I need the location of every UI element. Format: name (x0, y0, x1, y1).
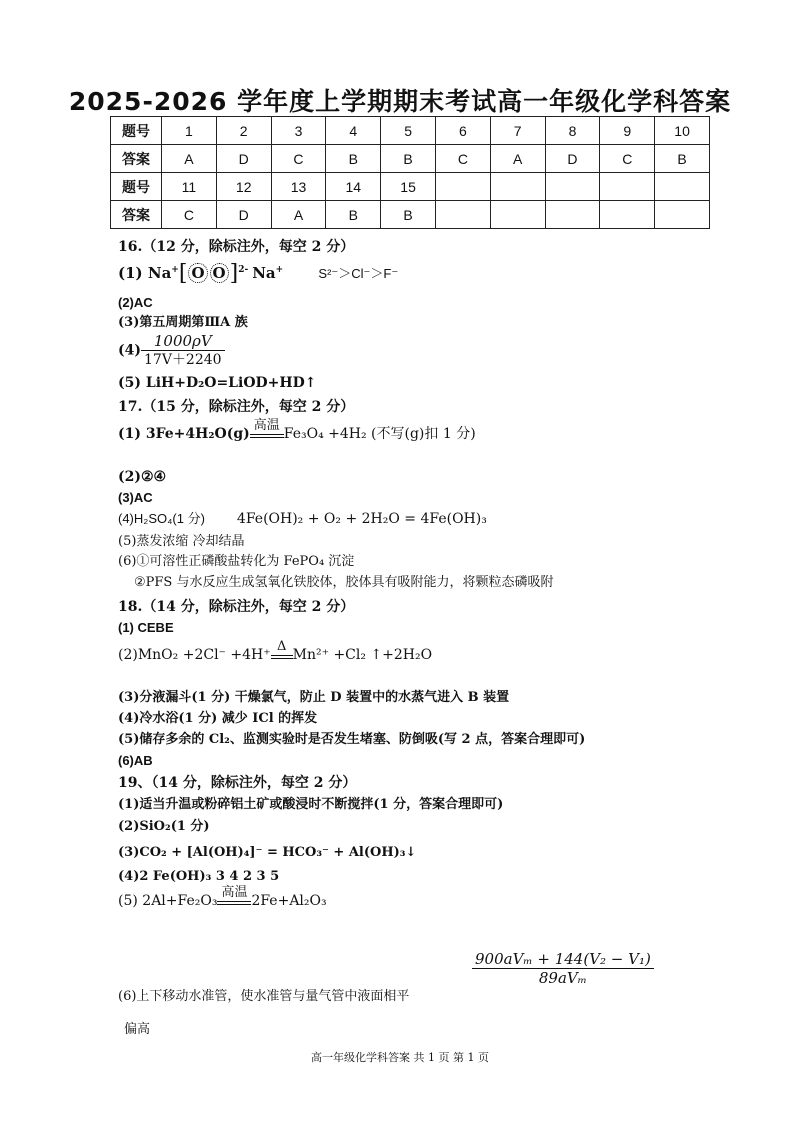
q18-part4: (4)冷水浴(1 分) 减少 ICl 的挥发 (118, 711, 318, 726)
q19-part5-right: 2Fe+Al₂O₃ (251, 893, 327, 909)
q16-sodium: Na (252, 264, 276, 282)
q16-part5: (5) LiH+D₂O=LiOD+HD↑ (118, 375, 317, 391)
table-header-cell: 题号 (111, 173, 162, 201)
q19-part5-left: (5) 2Al+Fe₂O₃ (118, 893, 218, 909)
q17-heading: 17.（15 分，除标注外，每空 2 分） (118, 399, 355, 415)
question-number: 3 (271, 117, 326, 145)
reaction-condition (217, 886, 251, 910)
answer-cell (655, 201, 710, 229)
question-number: 14 (326, 173, 381, 201)
q16-ion-order: S²⁻＞Cl⁻＞F⁻ (318, 266, 399, 281)
question-number: 12 (216, 173, 271, 201)
q16-part4 (118, 332, 225, 369)
page-footer: 高一年级化学科答案 共 1 页 第 1 页 (311, 1051, 489, 1064)
oxygen-atom: O (210, 263, 229, 283)
question-number: 4 (326, 117, 381, 145)
q19-part5 (118, 886, 327, 922)
condition-label: Δ (276, 639, 287, 654)
answer-cell (600, 201, 655, 229)
q18-part5: (5)储存多余的 Cl₂、监测实验时是否发生堵塞、防倒吸(写 2 点，答案合理即可) (118, 732, 586, 747)
answer-cell: C (435, 145, 490, 173)
answer-cell: C (271, 145, 326, 173)
q18-part1: (1) CEBE (118, 620, 174, 635)
q19-heading: 19、（14 分，除标注外，每空 2 分） (118, 775, 357, 791)
q19-part2: (2)SiO₂(1 分) (118, 819, 210, 834)
fraction-numerator: 1000ρV (141, 332, 225, 351)
table-row (111, 117, 710, 145)
question-number: 15 (381, 173, 436, 201)
q19-part3: (3)CO₂ + [Al(OH)₄]⁻ = HCO₃⁻ + Al(OH)₃↓ (118, 845, 417, 860)
answer-cell: B (381, 145, 436, 173)
q18-part6: (6)AB (118, 753, 153, 768)
table-header-cell: 答案 (111, 145, 162, 173)
q19-part1: (1)适当升温或粉碎铝土矿或酸浸时不断搅拌(1 分，答案合理即可) (118, 797, 504, 812)
q16-fraction (141, 332, 225, 369)
question-number: 1 (162, 117, 217, 145)
q19-part6-fraction (472, 950, 654, 987)
answer-table (110, 116, 710, 229)
condition-label: 高温 (221, 885, 248, 900)
table-header-cell: 题号 (111, 117, 162, 145)
question-number: 2 (216, 117, 271, 145)
question-number (545, 173, 600, 201)
answer-cell: A (162, 145, 217, 173)
answer-cell: B (326, 145, 381, 173)
question-number: 8 (545, 117, 600, 145)
left-bracket-icon: [ (178, 261, 188, 286)
q17-part1-right: Fe₃O₄ +4H₂ (不写(g)扣 1 分) (283, 426, 476, 442)
table-header-cell: 答案 (111, 201, 162, 229)
q18-part2-right: Mn²⁺ +Cl₂ ↑+2H₂O (292, 647, 433, 663)
question-number (490, 173, 545, 201)
answer-cell: C (600, 145, 655, 173)
question-number: 13 (271, 173, 326, 201)
reaction-condition (250, 419, 284, 443)
question-number (435, 173, 490, 201)
answer-cell: D (216, 201, 271, 229)
q19-part6-last: 偏高 (124, 1022, 151, 1037)
q17-part1-left: (1) 3Fe+4H₂O(g) (118, 426, 250, 442)
fraction-denominator: 89aVₘ (538, 969, 587, 987)
question-number: 7 (490, 117, 545, 145)
q19-part6: (6)上下移动水准管，使水准管与量气管中液面相平 (118, 989, 410, 1004)
question-number (600, 173, 655, 201)
q16-charge-sup: + (171, 265, 179, 275)
q17-part6b: ②PFS 与水反应生成氢氧化铁胶体，胶体具有吸附能力，将颗粒态磷吸附 (134, 575, 554, 590)
table-row (111, 145, 710, 173)
equals-arrow-icon (217, 901, 251, 905)
table-row (111, 201, 710, 229)
answer-cell (435, 201, 490, 229)
q17-part5: (5)蒸发浓缩 冷却结晶 (118, 534, 245, 549)
equals-arrow-icon (271, 655, 293, 659)
question-number: 11 (162, 173, 217, 201)
q18-part3: (3)分液漏斗(1 分) 干燥氯气，防止 D 装置中的水蒸气进入 B 装置 (118, 690, 510, 705)
answer-cell: B (381, 201, 436, 229)
q17-equation: 4Fe(OH)₂ + O₂ + 2H₂O = 4Fe(OH)₃ (236, 511, 487, 527)
question-number: 10 (655, 117, 710, 145)
answer-cell: B (655, 145, 710, 173)
q17-part4 (118, 510, 487, 528)
q16-heading: 16.（12 分，除标注外，每空 2 分） (118, 239, 355, 255)
answer-cell (545, 201, 600, 229)
q17-part2: (2)②④ (118, 469, 167, 485)
q16-charge-sup: 2- (238, 265, 249, 275)
reaction-condition (271, 640, 293, 664)
question-number (655, 173, 710, 201)
q17-part1 (118, 419, 476, 453)
answer-cell: B (326, 201, 381, 229)
right-bracket-icon: ] (229, 261, 239, 286)
answer-cell (490, 201, 545, 229)
q19-fraction (472, 950, 654, 987)
condition-label: 高温 (253, 418, 280, 433)
q16-part1 (118, 261, 399, 286)
answer-cell: C (162, 201, 217, 229)
fraction-denominator: 17V＋2240 (144, 352, 222, 368)
q18-heading: 18.（14 分，除标注外，每空 2 分） (118, 599, 355, 615)
oxygen-atom: O (188, 263, 207, 283)
page-title: 2025-2026 学年度上学期期末考试高一年级化学科答案 (68, 87, 732, 116)
q16-part1-prefix: (1) Na (118, 264, 172, 282)
question-number: 6 (435, 117, 490, 145)
q16-part4-prefix: (4) (118, 342, 141, 359)
answer-cell: A (271, 201, 326, 229)
answer-cell: D (216, 145, 271, 173)
q17-part6a: (6)①可溶性正磷酸盐转化为 FePO₄ 沉淀 (118, 554, 355, 569)
q17-part3: (3)AC (118, 490, 153, 505)
table-row (111, 173, 710, 201)
fraction-numerator: 900aVₘ + 144(V₂ − V₁) (472, 950, 654, 969)
answer-cell: A (490, 145, 545, 173)
question-number: 5 (381, 117, 436, 145)
q16-part2: (2)AC (118, 295, 153, 310)
answer-cell: D (545, 145, 600, 173)
q16-charge-sup: + (275, 265, 284, 275)
question-number: 9 (600, 117, 655, 145)
q18-part2-left: (2)MnO₂ +2Cl⁻ +4H⁺ (118, 647, 271, 663)
q17-part4-left: (4)H₂SO₄(1 分) (118, 511, 205, 526)
q19-part4: (4)2 Fe(OH)₃ 3 4 2 3 5 (118, 869, 280, 884)
q16-part3: (3)第五周期第ⅢA 族 (118, 315, 248, 330)
q18-part2 (118, 640, 432, 674)
equals-arrow-icon (250, 434, 284, 438)
